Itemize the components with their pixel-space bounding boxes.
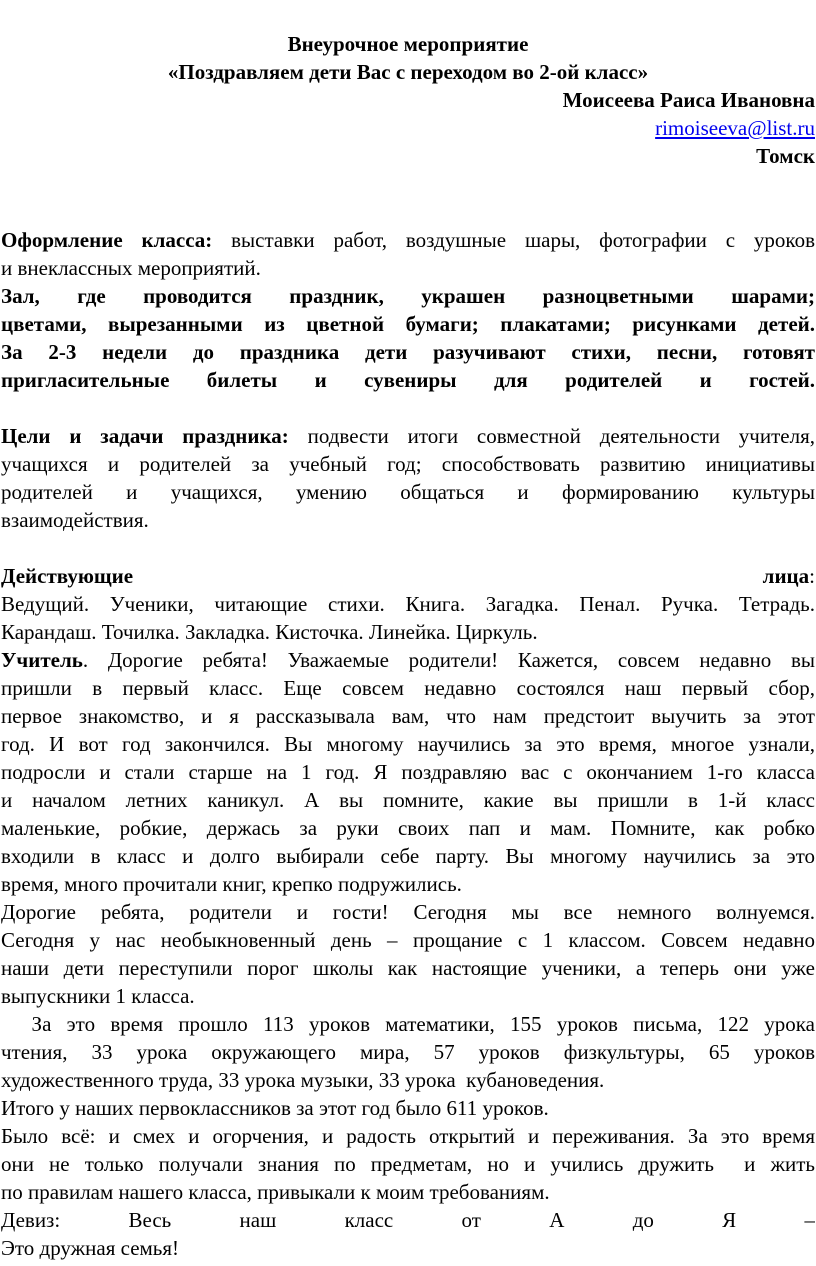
characters-colon: : [809, 564, 815, 588]
para3-line-3: художественного труда, 33 урока музыки, 33 урока кубановедения. [1, 1068, 605, 1092]
goals-line-1 [1, 422, 815, 450]
goals-line-4: взаимодействия. [1, 508, 149, 532]
teacher-line-2: пришли в первый класс. Еще совсем недавно состоялся наш первый сбор, [1, 676, 815, 700]
characters-line-1: Ведущий. Ученики, читающие стихи. Книга. Загадка. Пенал. Ручка. Тетрадь. [1, 592, 815, 616]
characters-label-left: Действующие [1, 564, 134, 588]
teacher-line-4: год. И вот год закончился. Вы многому научились за это время, многое узнали, [1, 732, 815, 756]
goals-label: Цели и задачи праздника: [1, 424, 289, 448]
design-line-6: пригласительные билеты и сувениры для родителей и гостей. [1, 368, 815, 392]
author-email-line [1, 114, 815, 142]
teacher-text-1: . Дорогие ребята! Уважаемые родители! Кажется, совсем недавно вы [82, 648, 815, 672]
para3-line-4: Итого у наших первоклассников за этот год было 611 уроков. [1, 1096, 549, 1120]
author-email-link[interactable]: rimoiseeva@list.ru [655, 116, 815, 140]
characters-label-right: лица [762, 564, 810, 588]
teacher-label: Учитель [1, 648, 83, 672]
para2-line-4: выпускники 1 класса. [1, 984, 195, 1008]
para4-line-1: Было всё: и смех и огорчения, и радость открытий и переживания. За это время [1, 1124, 815, 1148]
para3-line-2: чтения, 33 урока окружающего мира, 57 уроков физкультуры, 65 уроков [1, 1040, 815, 1064]
goals-line-2: учащихся и родителей за учебный год; способствовать развитию инициативы [1, 452, 815, 476]
author-name: Моисеева Раиса Ивановна [562, 88, 815, 112]
para2-line-1: Дорогие ребята, родители и гости! Сегодня мы все немного волнуемся. [1, 900, 815, 924]
motto-line-1: Девиз: Весь наш класс от А до Я – [1, 1208, 815, 1232]
teacher-line-1 [1, 646, 815, 674]
design-line-1 [1, 226, 815, 254]
teacher-line-6: и началом летних каникул. А вы помните, какие вы пришли в 1-й класс [1, 788, 815, 812]
characters-line-2: Карандаш. Точилка. Закладка. Кисточка. Линейка. Циркуль. [1, 620, 538, 644]
para4-line-3: по правилам нашего класса, привыкали к моим требованиям. [1, 1180, 550, 1204]
characters-heading [1, 562, 815, 590]
teacher-line-3: первое знакомство, и я рассказывала вам, что нам предстоит выучить за этот [1, 704, 815, 728]
teacher-line-7: маленькие, робкие, держась за руки своих пап и мам. Помните, как робко [1, 816, 815, 840]
design-label: Оформление класса: [1, 228, 213, 252]
motto-line-2: Это дружная семья! [1, 1236, 180, 1260]
goals-line-3: родителей и учащихся, умению общаться и формированию культуры [1, 480, 815, 504]
para2-line-2: Сегодня у нас необыкновенный день – прощание с 1 классом. Совсем недавно [1, 928, 815, 952]
design-line-2: и внеклассных мероприятий. [1, 256, 261, 280]
design-line-4: цветами, вырезанными из цветной бумаги; плакатами; рисунками детей. [1, 312, 815, 336]
design-line-3: Зал, где проводится праздник, украшен разноцветными шарами; [1, 284, 815, 308]
author-city: Томск [756, 144, 815, 168]
para3-line-1: За это время прошло 113 уроков математики, 155 уроков письма, 122 урока [1, 1012, 815, 1036]
design-line-5: За 2-3 недели до праздника дети разучивают стихи, песни, готовят [1, 340, 815, 364]
title-line-2: «Поздравляем дети Вас с переходом во 2-ой класс» [167, 60, 649, 84]
goals-text-1: подвести итоги совместной деятельности учителя, [288, 424, 815, 448]
teacher-line-5: подросли и стали старше на 1 год. Я поздравляю вас с окончанием 1-го класса [1, 760, 815, 784]
teacher-line-9: время, много прочитали книг, крепко подружились. [1, 872, 462, 896]
para4-line-2: они не только получали знания по предметам, но и учились дружить и жить [1, 1152, 815, 1176]
title-line-1: Внеурочное мероприятие [287, 32, 529, 56]
para2-line-3: наши дети переступили порог школы как настоящие ученики, а теперь они уже [1, 956, 815, 980]
design-text-1: выставки работ, воздушные шары, фотографии с уроков [212, 228, 815, 252]
teacher-line-8: входили в класс и долго выбирали себе парту. Вы многому научились за это [1, 844, 815, 868]
